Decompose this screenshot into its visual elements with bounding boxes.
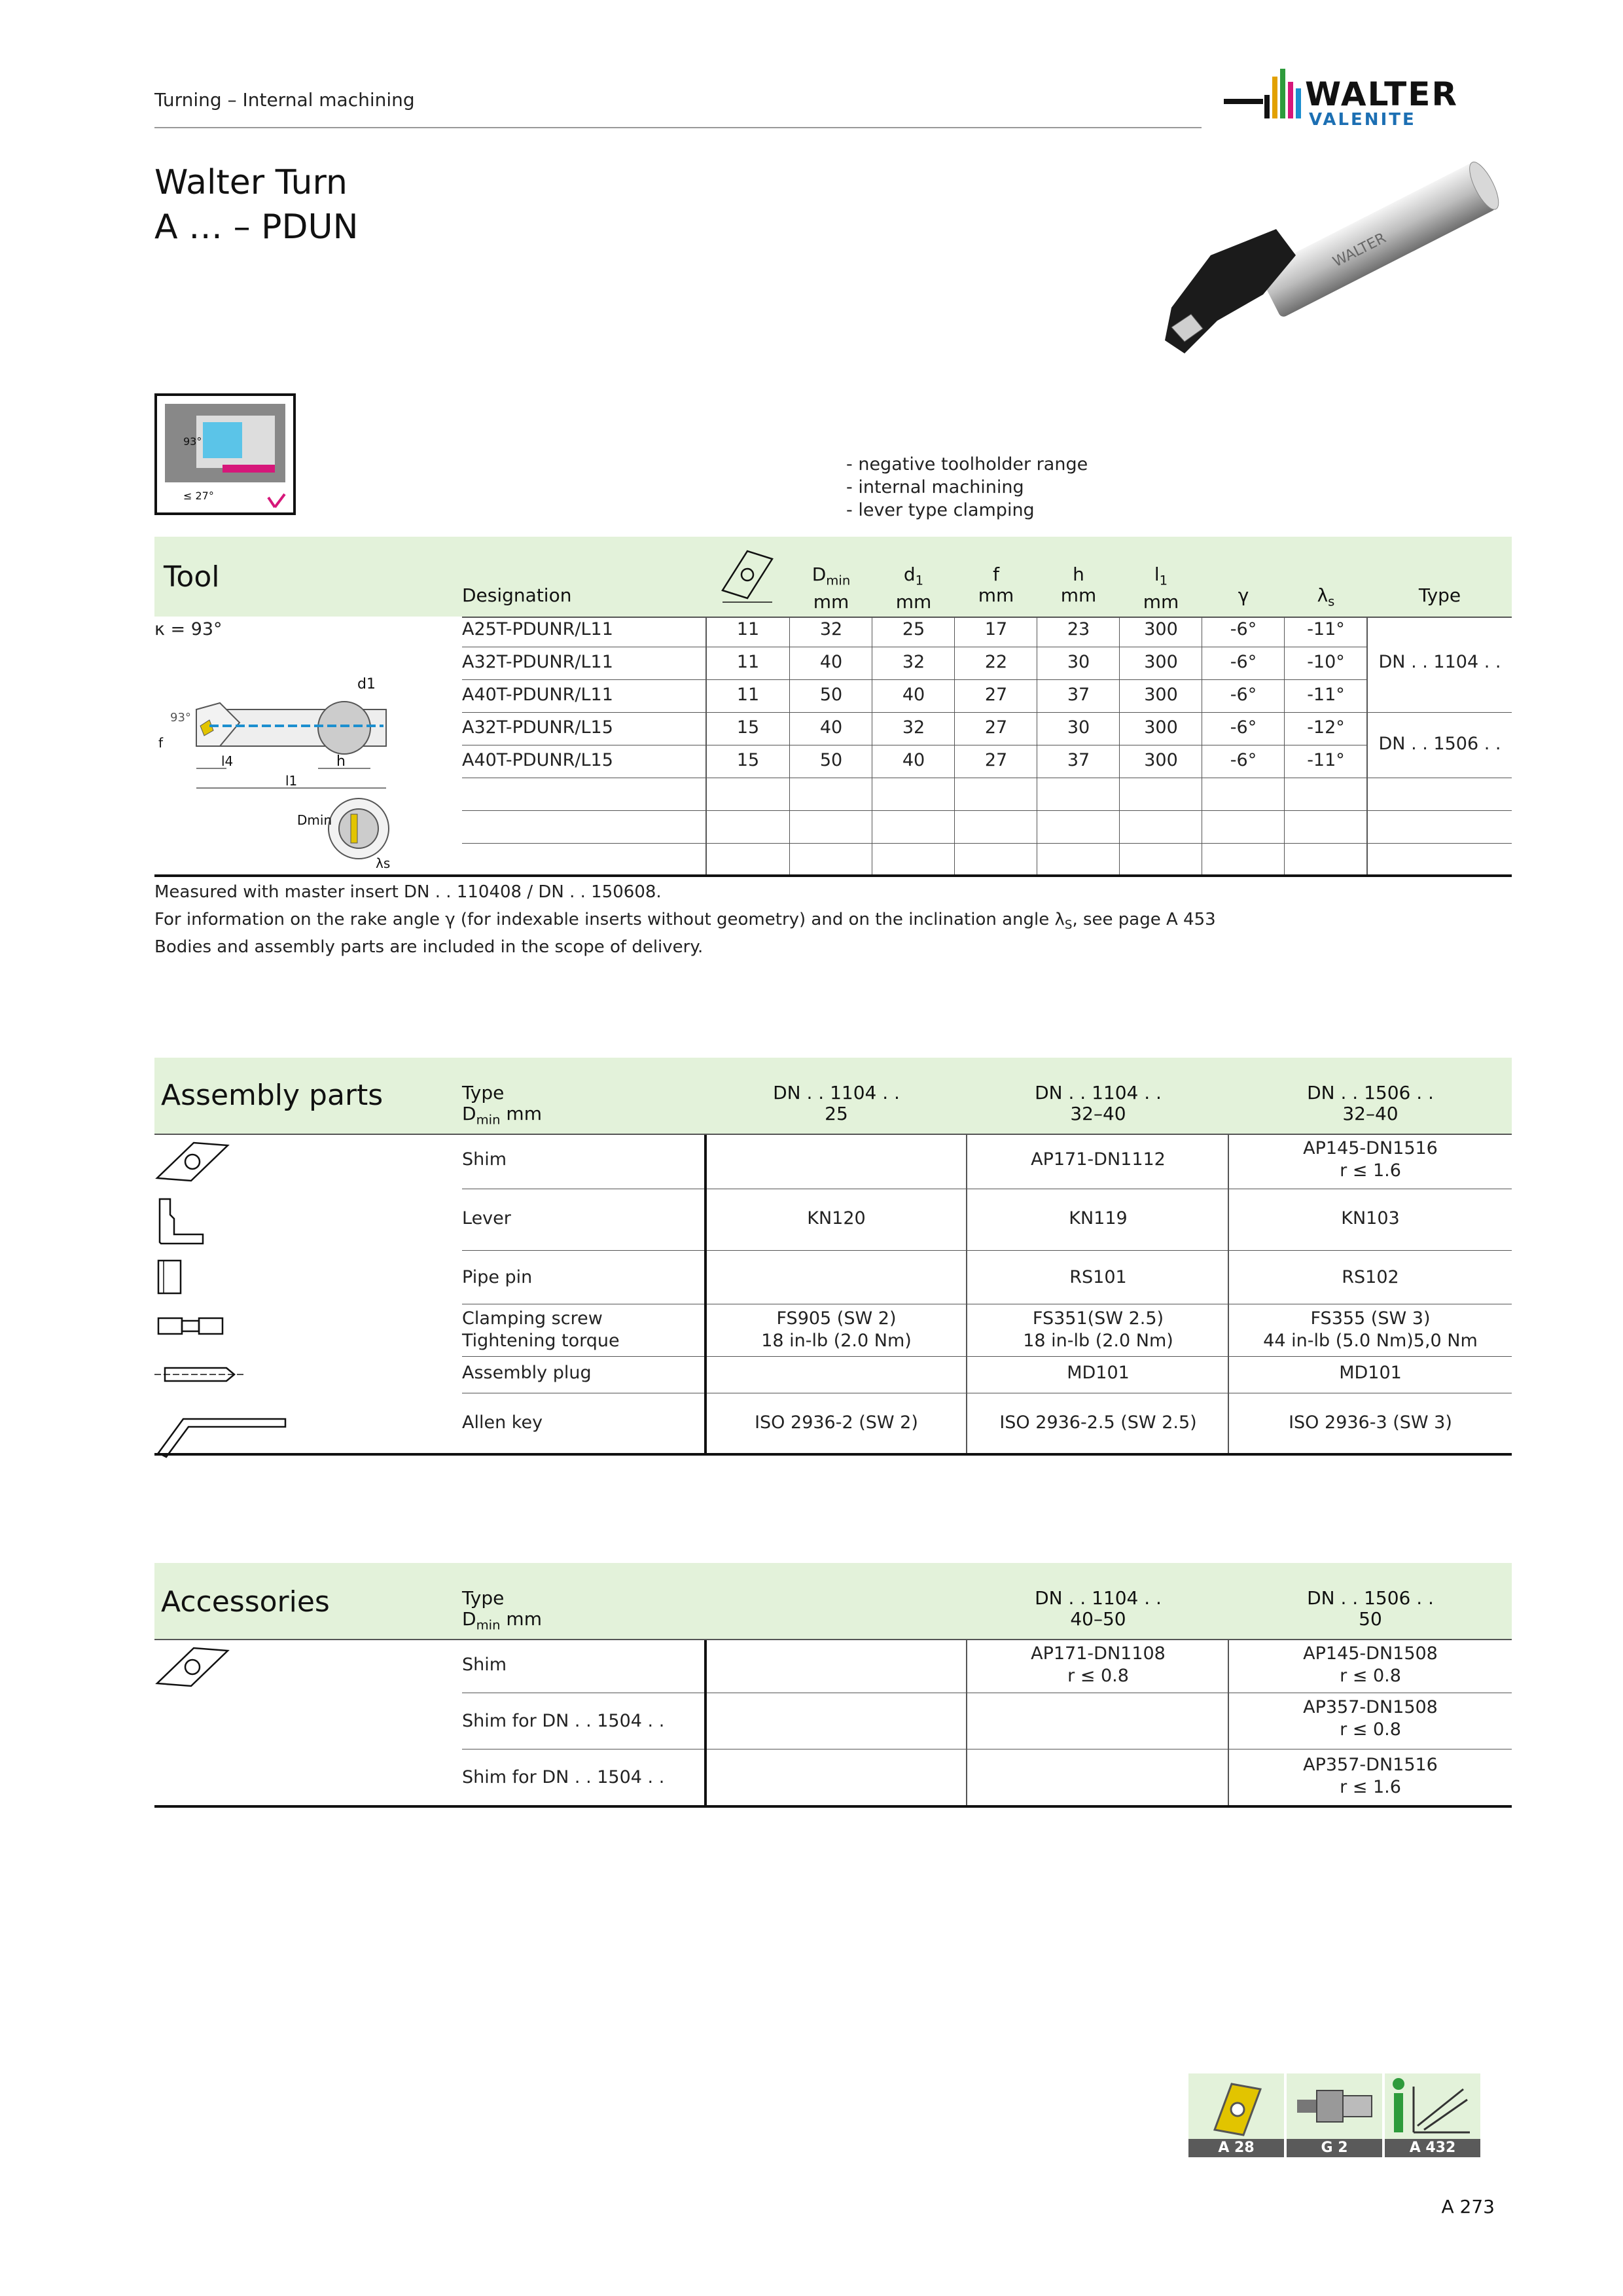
table-cell: 300 (1144, 652, 1178, 672)
d1-header: $d_1$ mm (895, 564, 932, 613)
assembly-cell: MD101 (1339, 1363, 1402, 1383)
insert-shape-icon (717, 545, 777, 605)
table-cell: 11 (736, 685, 760, 705)
table-cell: 300 (1144, 619, 1178, 639)
table-cell: 15 (736, 750, 760, 770)
accessories-type-label: Type $D_{min}$ mm (462, 1587, 542, 1633)
assembly-cell: KN120 (807, 1208, 866, 1229)
note-rake-angle: For information on the rake angle γ (for indexable inserts without geometry) and on the inclination angle $\lambda_S$, see page A 453 (154, 910, 1216, 933)
accessory-cell: AP357-DN1516 r ≤ 1.6 (1303, 1755, 1438, 1797)
table-cell: -11° (1307, 619, 1345, 639)
table-cell: 32 (819, 619, 843, 639)
tool-table-bottom-rule (154, 874, 1512, 877)
assembly-cell: FS355 (SW 3) 44 in-lb (5.0 Nm)5,0 Nm (1263, 1308, 1478, 1351)
column-divider (966, 1135, 967, 1453)
dmin-header: $D_{min}$ mm (812, 564, 851, 613)
shim-icon (154, 1644, 233, 1690)
allen-key-icon (154, 1401, 292, 1460)
note-master-insert: Measured with master insert DN . . 110408 / DN . . 150608. (154, 882, 662, 902)
table-cell: 300 (1144, 750, 1178, 770)
table-cell: 50 (819, 750, 843, 770)
assembly-column-header: DN . . 1506 . . 32–40 (1307, 1082, 1434, 1124)
header-rule (154, 127, 1202, 128)
page-number: A 273 (1441, 2196, 1495, 2217)
table-cell: 30 (1067, 652, 1090, 672)
table-cell: -6° (1230, 750, 1257, 770)
column-divider (704, 1640, 707, 1805)
accessories-section-title: Accessories (161, 1585, 330, 1619)
feature-list: - negative toolholder range - internal machining - lever type clamping (846, 454, 1088, 520)
walter-valenite-logo (1224, 62, 1512, 134)
l1-header: $l_1$ mm (1143, 564, 1179, 613)
accessories-header-rule (154, 1639, 1512, 1640)
table-cell: 50 (819, 685, 843, 705)
assembly-cell: ISO 2936-2.5 (SW 2.5) (999, 1412, 1197, 1433)
tool-table-header-rule (462, 617, 1512, 618)
accessory-row-label: Shim (462, 1655, 507, 1675)
row-divider (462, 1356, 1512, 1357)
designation-cell[interactable]: A40T-PDUNR/L15 (462, 750, 613, 770)
svg-text:VALENITE: VALENITE (1309, 110, 1416, 130)
shim-icon (154, 1139, 233, 1185)
assembly-table-bottom-rule (154, 1453, 1512, 1456)
designation-cell[interactable]: A32T-PDUNR/L11 (462, 652, 613, 672)
tool-dimension-drawing (154, 657, 403, 873)
reference-link-inserts[interactable] (1188, 2073, 1284, 2157)
assembly-cell: FS351(SW 2.5) 18 in-lb (2.0 Nm) (1023, 1308, 1173, 1351)
svg-text:l4: l4 (221, 753, 234, 769)
type-group-cell: DN . . 1104 . . (1378, 652, 1501, 672)
assembly-cell: ISO 2936-2 (SW 2) (755, 1412, 918, 1433)
table-cell: -10° (1307, 652, 1345, 672)
column-divider (705, 617, 707, 874)
table-cell: 40 (819, 652, 843, 672)
column-divider (789, 617, 790, 874)
reference-label: A 432 (1385, 2139, 1480, 2157)
assembly-row-label: Lever (462, 1208, 511, 1229)
table-cell: 300 (1144, 717, 1178, 738)
reference-link-technical-info[interactable] (1385, 2073, 1480, 2157)
table-cell: 40 (902, 750, 925, 770)
h-header: h mm (1060, 564, 1097, 606)
accessory-cell: AP171-DN1108 r ≤ 0.8 (1031, 1643, 1166, 1686)
boring-bar-image (1126, 157, 1512, 380)
assembly-cell: MD101 (1067, 1363, 1130, 1383)
svg-text:WALTER: WALTER (1330, 230, 1389, 271)
assembly-row-label: Allen key (462, 1412, 543, 1433)
table-cell: 32 (902, 652, 925, 672)
accessories-table-bottom-rule (154, 1805, 1512, 1808)
designation-cell[interactable]: A40T-PDUNR/L11 (462, 685, 613, 705)
lambda-header: $\lambda_s$ (1317, 584, 1335, 609)
table-cell: -6° (1230, 619, 1257, 639)
accessory-row-label: Shim for DN . . 1504 . . (462, 1711, 665, 1731)
assembly-cell: FS905 (SW 2) 18 in-lb (2.0 Nm) (761, 1308, 912, 1351)
svg-text:93°: 93° (183, 435, 202, 448)
assembly-cell: RS101 (1069, 1267, 1127, 1287)
accessories-column-header: DN . . 1104 . . 40–50 (1035, 1587, 1162, 1630)
column-divider (1366, 617, 1368, 874)
reference-link-adaptors[interactable] (1287, 2073, 1382, 2157)
table-cell: 23 (1067, 619, 1090, 639)
table-cell: -6° (1230, 717, 1257, 738)
assembly-cell: RS102 (1342, 1267, 1399, 1287)
row-divider (462, 843, 1512, 844)
assembly-type-label: Type $D_{min}$ mm (462, 1082, 542, 1128)
assembly-cell: AP145-DN1516 r ≤ 1.6 (1303, 1138, 1438, 1181)
pipe-pin-icon (154, 1257, 187, 1297)
table-cell: 11 (736, 619, 760, 639)
lever-icon (154, 1195, 213, 1249)
svg-text:WALTER: WALTER (1305, 75, 1458, 113)
assembly-column-header: DN . . 1104 . . 32–40 (1035, 1082, 1162, 1124)
svg-text:λs: λs (376, 855, 391, 871)
accessories-column-header: DN . . 1506 . . 50 (1307, 1587, 1434, 1630)
row-divider (462, 712, 1512, 713)
svg-text:h: h (336, 753, 346, 770)
row-divider (462, 810, 1512, 811)
table-cell: 25 (902, 619, 925, 639)
row-divider (462, 1250, 1512, 1251)
note-delivery-scope: Bodies and assembly parts are included in the scope of delivery. (154, 937, 704, 957)
type-header: Type (1418, 584, 1461, 606)
table-cell: 40 (819, 717, 843, 738)
svg-text:Dmin: Dmin (297, 812, 332, 828)
table-cell: 300 (1144, 685, 1178, 705)
breadcrumb: Turning – Internal machining (154, 89, 415, 111)
accessory-row-label: Shim for DN . . 1504 . . (462, 1767, 665, 1787)
gamma-header: γ (1238, 584, 1249, 606)
assembly-plug-icon (154, 1363, 246, 1386)
type-group-cell: DN . . 1506 . . (1378, 734, 1501, 754)
assembly-row-label: Shim (462, 1149, 507, 1170)
table-cell: 32 (902, 717, 925, 738)
row-divider (462, 679, 1368, 680)
table-cell: 27 (984, 717, 1008, 738)
designation-cell[interactable]: A32T-PDUNR/L15 (462, 717, 613, 738)
accessory-cell: AP357-DN1508 r ≤ 0.8 (1303, 1697, 1438, 1740)
table-cell: 37 (1067, 685, 1090, 705)
assembly-row-label: Assembly plug (462, 1363, 592, 1383)
page-title: Walter Turn A … – PDUN (154, 163, 359, 247)
assembly-cell: AP171-DN1112 (1031, 1149, 1166, 1170)
table-cell: -12° (1307, 717, 1345, 738)
assembly-row-label: Pipe pin (462, 1267, 533, 1287)
tool-section-title: Tool (164, 560, 220, 594)
f-header: f mm (978, 564, 1014, 606)
reference-label: G 2 (1287, 2139, 1382, 2157)
table-cell: 27 (984, 685, 1008, 705)
designation-cell[interactable]: A25T-PDUNR/L11 (462, 619, 613, 639)
designation-header: Designation (462, 584, 572, 606)
kappa-label: κ = 93° (154, 619, 223, 639)
table-cell: 40 (902, 685, 925, 705)
table-cell: 15 (736, 717, 760, 738)
table-cell: -6° (1230, 685, 1257, 705)
assembly-header-rule (154, 1134, 1512, 1135)
column-divider (704, 1135, 707, 1453)
assembly-row-label: Clamping screw Tightening torque (462, 1308, 620, 1351)
assembly-cell: KN119 (1069, 1208, 1128, 1229)
column-divider (1228, 1640, 1229, 1805)
assembly-column-header: DN . . 1104 . . 25 (773, 1082, 900, 1124)
table-cell: 17 (984, 619, 1008, 639)
accessory-cell: AP145-DN1508 r ≤ 0.8 (1303, 1643, 1438, 1686)
table-cell: 22 (984, 652, 1008, 672)
table-cell: 27 (984, 750, 1008, 770)
svg-text:d1: d1 (357, 676, 376, 692)
assembly-section-title: Assembly parts (161, 1079, 383, 1112)
table-cell: 11 (736, 652, 760, 672)
svg-text:f: f (158, 735, 164, 751)
svg-text:≤ 27°: ≤ 27° (183, 490, 214, 502)
assembly-cell: ISO 2936-3 (SW 3) (1289, 1412, 1452, 1433)
table-cell: -11° (1307, 750, 1345, 770)
reference-label: A 28 (1188, 2139, 1284, 2157)
column-divider (966, 1640, 967, 1805)
assembly-cell: KN103 (1341, 1208, 1400, 1229)
column-divider (954, 617, 955, 874)
table-cell: 30 (1067, 717, 1090, 738)
column-divider (1119, 617, 1120, 874)
operation-pictogram (154, 393, 296, 515)
column-divider (1228, 1135, 1229, 1453)
table-cell: -11° (1307, 685, 1345, 705)
table-cell: -6° (1230, 652, 1257, 672)
table-cell: 37 (1067, 750, 1090, 770)
clamping-screw-icon (154, 1312, 226, 1340)
column-divider (1284, 617, 1285, 874)
svg-text:l1: l1 (285, 773, 298, 789)
svg-text:93°: 93° (170, 711, 191, 725)
